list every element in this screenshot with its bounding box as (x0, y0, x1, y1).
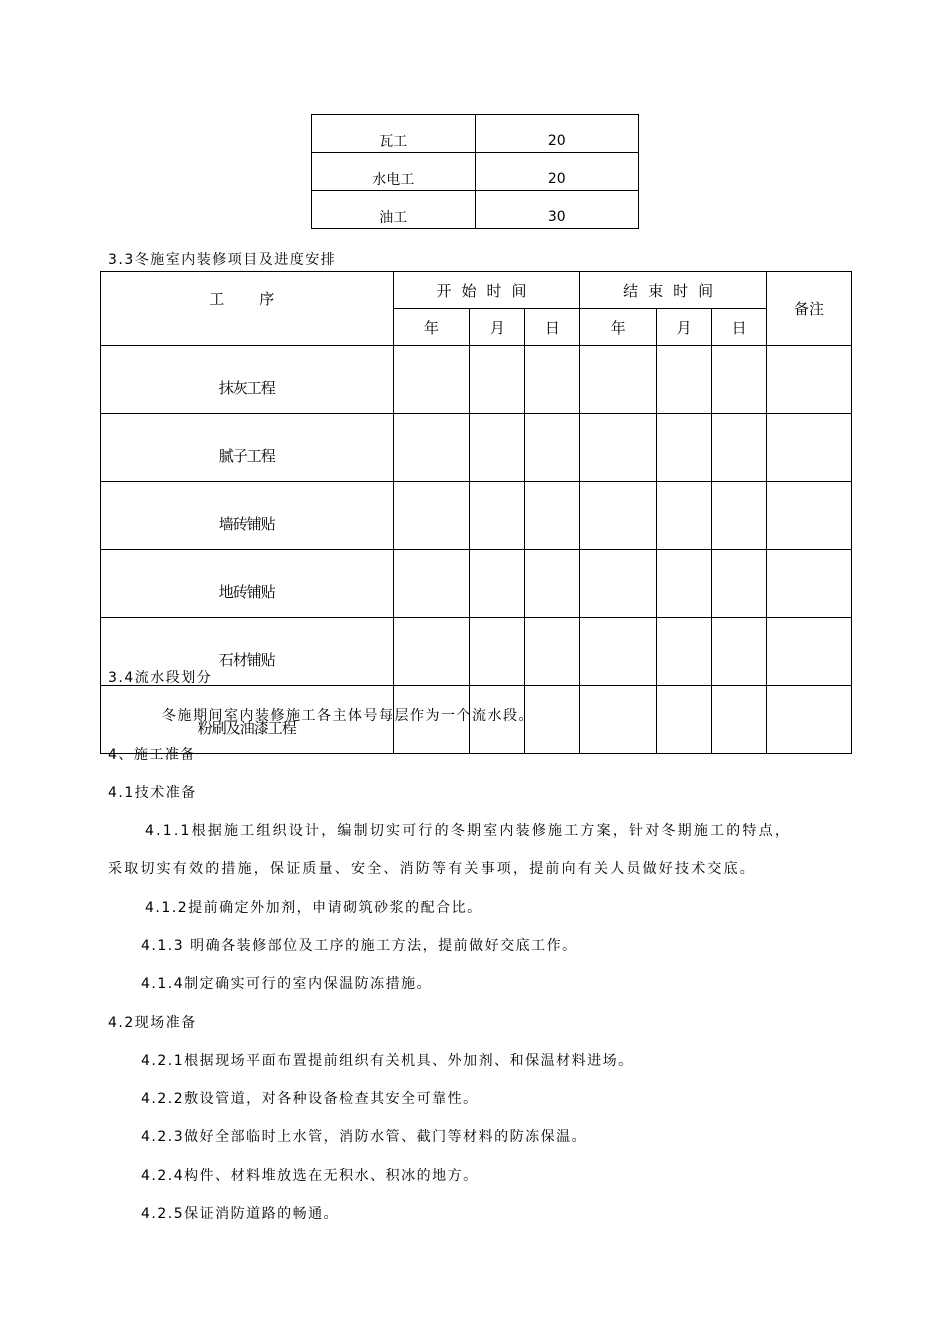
empty-cell (712, 346, 767, 414)
empty-cell (393, 414, 470, 482)
empty-cell (393, 346, 470, 414)
table-row (101, 414, 852, 482)
process-header: 工 序 (101, 272, 394, 346)
section-3-4-paragraph: 冬施期间室内装修施工各主体号每层作为一个流水段。 (162, 708, 534, 724)
start-year-header: 年 (393, 309, 470, 346)
process-cell: 腻子工程 (101, 414, 394, 482)
empty-cell (767, 686, 852, 754)
empty-cell (525, 414, 580, 482)
trade-cell: 油工 (312, 191, 476, 229)
section-4-heading: 4、施工准备 (108, 747, 196, 763)
table-row (101, 618, 852, 686)
end-time-header: 结束时间 (580, 272, 767, 309)
count-cell: 20 (475, 115, 639, 153)
table-row (101, 482, 852, 550)
item-4-2-4: 4.2.4构件、材料堆放选在无积水、积冰的地方。 (141, 1168, 479, 1184)
empty-cell (470, 550, 525, 618)
note-header: 备注 (767, 272, 852, 346)
empty-cell (525, 618, 580, 686)
item-4-2-3: 4.2.3做好全部临时上水管，消防水管、截门等材料的防冻保温。 (141, 1129, 588, 1145)
item-4-2-5: 4.2.5保证消防道路的畅通。 (141, 1206, 340, 1222)
empty-cell (767, 550, 852, 618)
section-4-2-heading: 4.2现场准备 (108, 1015, 197, 1031)
empty-cell (657, 686, 712, 754)
schedule-table (100, 271, 852, 754)
empty-cell (470, 414, 525, 482)
header-row (101, 272, 852, 309)
process-cell: 地砖铺贴 (101, 550, 394, 618)
section-4-1-heading: 4.1技术准备 (108, 785, 197, 801)
item-4-1-1-line-2: 采取切实有效的措施，保证质量、安全、消防等有关事项，提前向有关人员做好技术交底。 (108, 861, 756, 877)
empty-cell (657, 346, 712, 414)
count-cell: 30 (475, 191, 639, 229)
table-row (312, 153, 639, 191)
section-3-4-heading: 3.4流水段划分 (108, 670, 213, 686)
empty-cell (767, 482, 852, 550)
end-month-header: 月 (657, 309, 712, 346)
empty-cell (657, 414, 712, 482)
empty-cell (580, 482, 657, 550)
empty-cell (712, 414, 767, 482)
section-3-3-heading: 3.3冬施室内装修项目及进度安排 (108, 252, 337, 268)
empty-cell (393, 482, 470, 550)
empty-cell (767, 346, 852, 414)
empty-cell (580, 346, 657, 414)
empty-cell (580, 550, 657, 618)
empty-cell (712, 686, 767, 754)
empty-cell (470, 618, 525, 686)
item-4-1-4: 4.1.4制定确实可行的室内保温防冻措施。 (141, 976, 433, 992)
empty-cell (525, 550, 580, 618)
item-4-1-3: 4.1.3 明确各装修部位及工序的施工方法，提前做好交底工作。 (141, 938, 578, 954)
empty-cell (657, 482, 712, 550)
empty-cell (767, 618, 852, 686)
empty-cell (393, 618, 470, 686)
trade-cell: 瓦工 (312, 115, 476, 153)
empty-cell (712, 550, 767, 618)
item-4-1-2: 4.1.2提前确定外加剂，申请砌筑砂浆的配合比。 (145, 900, 483, 916)
empty-cell (657, 550, 712, 618)
table-row (101, 346, 852, 414)
start-month-header: 月 (470, 309, 525, 346)
start-day-header: 日 (525, 309, 580, 346)
empty-cell (767, 414, 852, 482)
process-cell: 石材铺贴 (101, 618, 394, 686)
empty-cell (580, 414, 657, 482)
empty-cell (657, 618, 712, 686)
item-4-2-1: 4.2.1根据现场平面布置提前组织有关机具、外加剂、和保温材料进场。 (141, 1053, 634, 1069)
workers-table (311, 114, 639, 229)
process-cell: 抹灰工程 (101, 346, 394, 414)
empty-cell (393, 550, 470, 618)
process-cell: 墙砖铺贴 (101, 482, 394, 550)
end-day-header: 日 (712, 309, 767, 346)
table-row (312, 115, 639, 153)
count-cell: 20 (475, 153, 639, 191)
table-row (101, 550, 852, 618)
item-4-1-1-line-1: 4.1.1根据施工组织设计，编制切实可行的冬期室内装修施工方案，针对冬期施工的特点， (145, 823, 792, 839)
empty-cell (580, 618, 657, 686)
trade-cell: 水电工 (312, 153, 476, 191)
end-year-header: 年 (580, 309, 657, 346)
item-4-2-2: 4.2.2敷设管道，对各种设备检查其安全可靠性。 (141, 1091, 479, 1107)
process-cell: 粉刷及油漆工程 (101, 686, 394, 754)
start-time-header: 开始时间 (393, 272, 580, 309)
empty-cell (525, 482, 580, 550)
empty-cell (712, 482, 767, 550)
table-row (312, 191, 639, 229)
empty-cell (712, 618, 767, 686)
empty-cell (470, 482, 525, 550)
empty-cell (580, 686, 657, 754)
empty-cell (470, 346, 525, 414)
empty-cell (525, 346, 580, 414)
